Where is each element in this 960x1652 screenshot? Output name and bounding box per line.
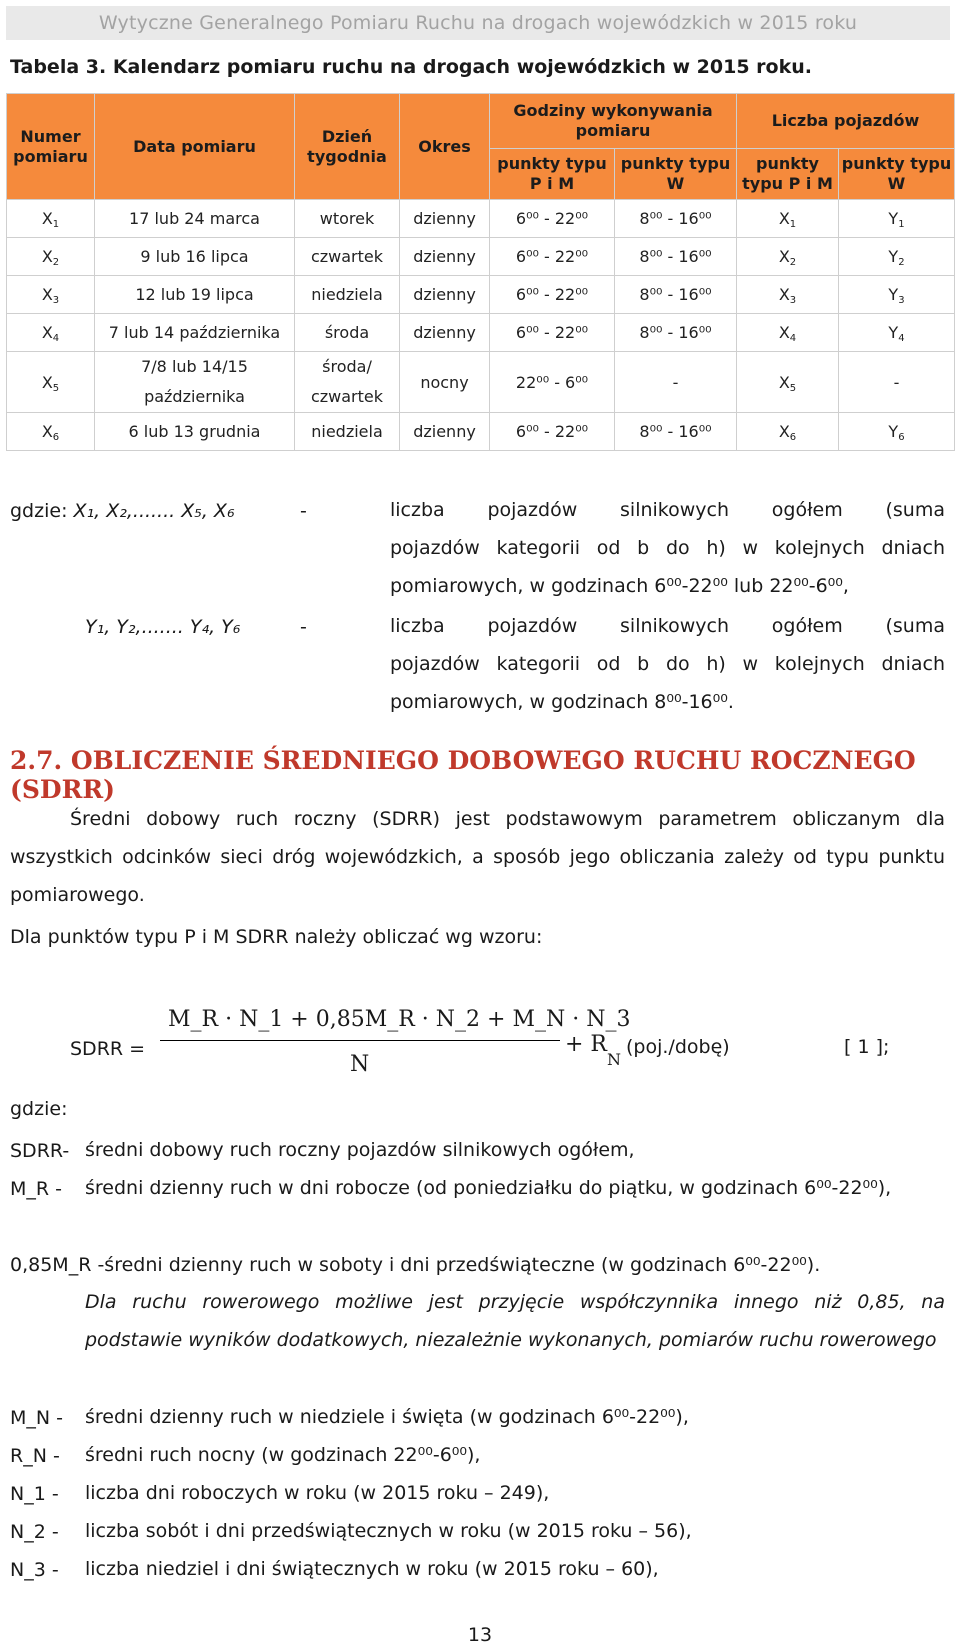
cell-liczba-w: $Y_3$ [839,276,955,314]
cell-liczba-w: $Y_6$ [839,413,955,451]
cell-liczba-pm: $X_4$ [737,314,839,352]
def-text-n1: liczba dni roboczych w roku (w 2015 roku – 249), [85,1482,550,1504]
cell-godz-w: 8⁰⁰ - 16⁰⁰ [615,413,737,451]
cell-okres: dzienny [400,276,490,314]
cell-okres: dzienny [400,413,490,451]
def-label-n2: N_2 - [10,1521,59,1543]
def-label-mn: M_N - [10,1407,64,1429]
def-label-rn: R_N - [10,1445,60,1467]
header-liczba-w: punkty typu W [839,149,955,200]
measurement-calendar-table [6,93,955,451]
table-caption: Tabela 3. Kalendarz pomiaru ruchu na drogach wojewódzkich w 2015 roku. [10,56,812,78]
cell-godz-pm: 6⁰⁰ - 22⁰⁰ [490,238,615,276]
cell-okres: dzienny [400,314,490,352]
paragraph-formula-intro: Dla punktów typu P i M SDRR należy obliczać wg wzoru: [10,926,543,948]
def-text-n2: liczba sobót i dni przedświątecznych w roku (w 2015 roku – 56), [85,1520,692,1542]
cell-nr: $X_5$ [7,352,95,413]
cell-godz-pm: 6⁰⁰ - 22⁰⁰ [490,413,615,451]
cell-liczba-w: $Y_4$ [839,314,955,352]
def-bicycle-note: Dla ruchu rowerowego możliwe jest przyjęcie współczynnika innego niż 0,85, na podstawie wyników dodatkowych, niezależnie wykonanych, pomiarów ruchu rowerowego [85,1291,945,1351]
cell-godz-w: 8⁰⁰ - 16⁰⁰ [615,238,737,276]
header-okres: Okres [400,94,490,200]
cell-dzien: czwartek [295,238,400,276]
legend-x-symbols: X₁, X₂,....... X₅, X₆ [73,500,235,522]
cell-data: 6 lub 13 grudnia [95,413,295,451]
cell-liczba-pm: $X_6$ [737,413,839,451]
header-data: Data pomiaru [95,94,295,200]
cell-okres: nocny [400,352,490,413]
cell-dzien: środa/ czwartek [295,352,400,413]
legend-dash-y: - [300,616,307,638]
formula-unit: (poj./dobę) [626,1036,730,1058]
def-text-mn: średni dzienny ruch w niedziele i święta (w godzinach 6⁰⁰-22⁰⁰), [85,1406,689,1428]
def-label-n3: N_3 - [10,1559,59,1581]
cell-nr: $X_4$ [7,314,95,352]
cell-godz-w: 8⁰⁰ - 16⁰⁰ [615,276,737,314]
formula-lhs: SDRR = [70,1038,146,1060]
header-numer: Numer pomiaru [7,94,95,200]
cell-liczba-pm: $X_1$ [737,200,839,238]
legend-y-description: liczba pojazdów silnikowych ogółem (suma pojazdów kategorii od b do h) w kolejnych dniach pomiarowych, w godzinach 8⁰⁰-16⁰⁰. [390,615,945,713]
cell-godz-w: - [615,352,737,413]
header-liczba-pm: punkty typu P i M [737,149,839,200]
cell-liczba-pm: $X_5$ [737,352,839,413]
paragraph-sdrr-intro: Średni dobowy ruch roczny (SDRR) jest podstawowym parametrem obliczanym dla wszystkich odcinków sieci dróg wojewódzkich, a sposób jego obliczania zależy od typu punktu pomiarowego. [10,808,945,906]
running-header: Wytyczne Generalnego Pomiaru Ruchu na drogach wojewódzkich w 2015 roku [6,6,950,40]
table-row [7,352,955,413]
def-label-085mr: 0,85M_R -średni dzienny ruch w soboty i dni przedświąteczne (w godzinach 6⁰⁰-22⁰⁰). [10,1254,821,1276]
formula-numerator: M_R · N_1 + 0,85M_R · N_2 + M_N · N_3 [168,1007,631,1032]
cell-godz-pm: 6⁰⁰ - 22⁰⁰ [490,200,615,238]
header-godziny-w: punkty typu W [615,149,737,200]
def-label-mr: M_R - [10,1178,62,1200]
table-row [7,413,955,451]
def-label-n1: N_1 - [10,1483,59,1505]
cell-okres: dzienny [400,200,490,238]
legend-dash: - [300,500,307,522]
formula-denominator: N [350,1052,370,1077]
cell-godz-pm: 6⁰⁰ - 22⁰⁰ [490,276,615,314]
def-text-n3: liczba niedziel i dni świątecznych w roku (w 2015 roku – 60), [85,1558,659,1580]
formula-reference: [ 1 ]; [844,1036,890,1058]
legend-gdzie: gdzie: X₁, X₂,....... X₅, X₆ [10,500,235,522]
definitions-gdzie: gdzie: [10,1098,68,1120]
cell-data: 7/8 lub 14/15 października [95,352,295,413]
cell-nr: $X_6$ [7,413,95,451]
cell-liczba-pm: $X_3$ [737,276,839,314]
cell-dzien: niedziela [295,413,400,451]
formula-plus-rn: + $R_N$ [565,1032,621,1069]
header-godziny: Godziny wykonywania pomiaru [490,94,737,149]
cell-liczba-w: $Y_1$ [839,200,955,238]
def-text-mr: średni dzienny ruch w dni robocze (od poniedziałku do piątku, w godzinach 6⁰⁰-22⁰⁰), [85,1177,892,1199]
cell-nr: $X_1$ [7,200,95,238]
cell-dzien: wtorek [295,200,400,238]
legend-x-description: liczba pojazdów silnikowych ogółem (suma pojazdów kategorii od b do h) w kolejnych dniach pomiarowych, w godzinach 6⁰⁰-22⁰⁰ lub 22⁰⁰-6⁰⁰, [390,499,945,597]
cell-dzien: środa [295,314,400,352]
cell-godz-pm: 6⁰⁰ - 22⁰⁰ [490,314,615,352]
table-row [7,276,955,314]
page-number: 13 [467,1624,493,1646]
cell-nr: $X_2$ [7,238,95,276]
table-row [7,238,955,276]
cell-data: 12 lub 19 lipca [95,276,295,314]
cell-data: 17 lub 24 marca [95,200,295,238]
def-label-sdrr: SDRR- [10,1140,70,1162]
cell-liczba-w: - [839,352,955,413]
cell-godz-w: 8⁰⁰ - 16⁰⁰ [615,200,737,238]
cell-data: 9 lub 16 lipca [95,238,295,276]
cell-okres: dzienny [400,238,490,276]
cell-godz-pm: 22⁰⁰ - 6⁰⁰ [490,352,615,413]
header-liczba: Liczba pojazdów [737,94,955,149]
def-text-sdrr: średni dobowy ruch roczny pojazdów silnikowych ogółem, [85,1139,635,1161]
cell-data: 7 lub 14 października [95,314,295,352]
header-dzien: Dzień tygodnia [295,94,400,200]
table-row [7,200,955,238]
cell-nr: $X_3$ [7,276,95,314]
cell-godz-w: 8⁰⁰ - 16⁰⁰ [615,314,737,352]
legend-y-symbols: Y₁, Y₂,....... Y₄, Y₆ [85,616,241,638]
formula-fraction-bar [160,1040,560,1041]
cell-liczba-pm: $X_2$ [737,238,839,276]
header-godziny-pm: punkty typu P i M [490,149,615,200]
cell-dzien: niedziela [295,276,400,314]
def-text-rn: średni ruch nocny (w godzinach 22⁰⁰-6⁰⁰), [85,1444,481,1466]
section-heading: 2.7. OBLICZENIE ŚREDNIEGO DOBOWEGO RUCHU ROCZNEGO (SDRR) [10,746,916,804]
cell-liczba-w: $Y_2$ [839,238,955,276]
table-row [7,314,955,352]
